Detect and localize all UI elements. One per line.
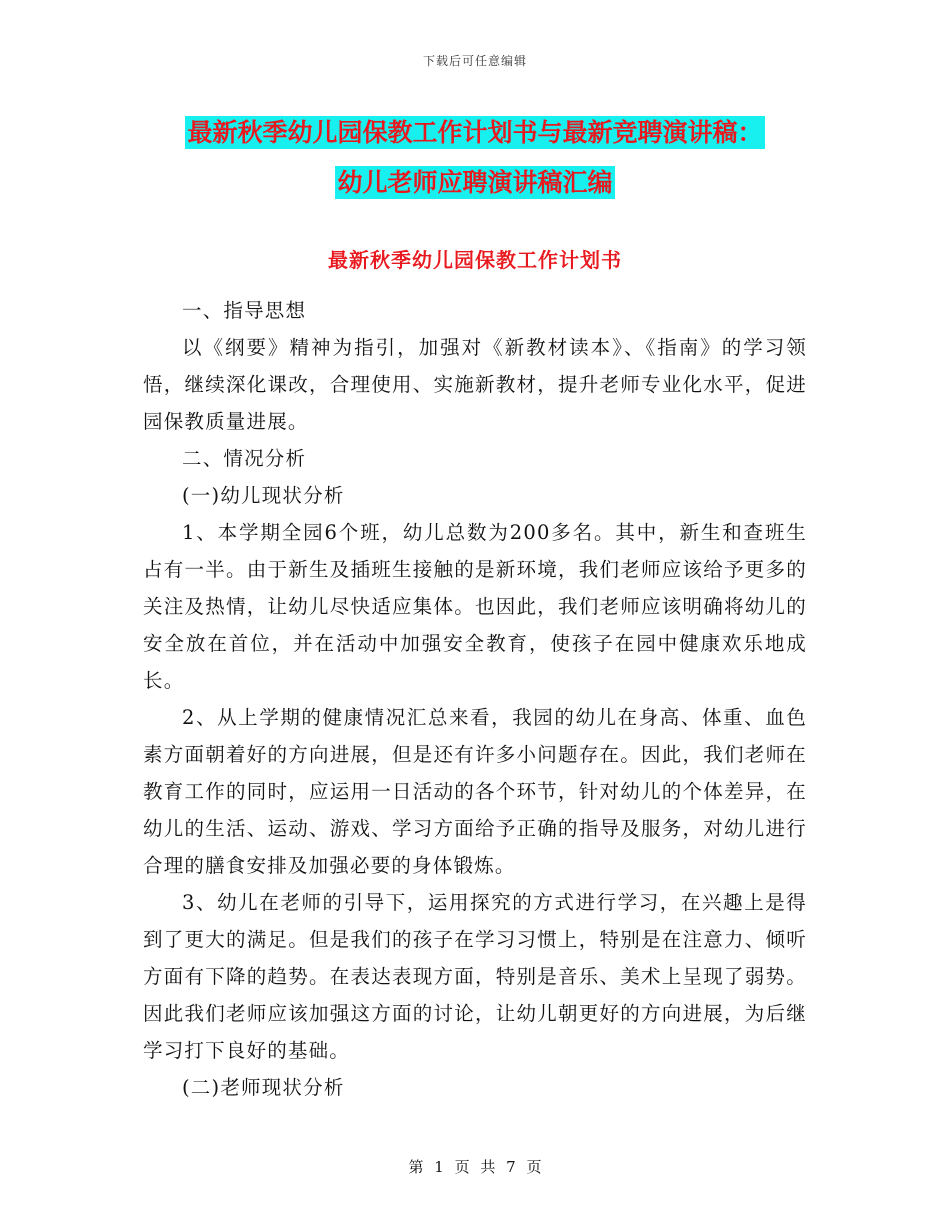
subheading-teacher-status: (二)老师现状分析	[182, 1076, 345, 1099]
paragraph: 1、本学期全园6个班，幼儿总数为200多名。其中，新生和查班生占有一半。由于新生及插班生接触的是新环境，我们老师应该给予更多的关注及热情，让幼儿尽快适应集体。也因此，我们老师应该明确将幼儿的安全放在首位，并在活动中加强安全教育，使孩子在园中健康欢乐地成长。	[143, 521, 807, 692]
document-title-line-1: 最新秋季幼儿园保教工作计划书与最新竞聘演讲稿：	[187, 118, 763, 147]
heading-guiding-ideology: 一、指导思想	[182, 299, 307, 322]
header-note: 下载后可任意编辑	[422, 54, 527, 68]
document-title	[0, 108, 950, 208]
document-title-line-2: 幼儿老师应聘演讲稿汇编	[337, 168, 613, 197]
heading-situation-analysis: 二、情况分析	[182, 447, 307, 470]
paragraph: 以《纲要》精神为指引，加强对《新教材读本》、《指南》的学习领悟，继续深化课改，合理使用、实施新教材，提升老师专业化水平，促进园保教质量进展。	[143, 336, 807, 433]
paragraph: 2、从上学期的健康情况汇总来看，我园的幼儿在身高、体重、血色素方面朝着好的方向进展，但是还有许多小问题存在。因此，我们老师在教育工作的同时，应运用一日活动的各个环节，针对幼儿的个体差异，在幼儿的生活、运动、游戏、学习方面给予正确的指导及服务，对幼儿进行合理的膳食安排及加强必要的身体锻炼。	[143, 706, 807, 877]
document-body	[143, 292, 807, 1106]
page-number: 第 1 页 共 7 页	[408, 1158, 542, 1176]
subheading-children-status: (一)幼儿现状分析	[182, 484, 345, 507]
section-title: 最新秋季幼儿园保教工作计划书	[328, 248, 622, 272]
paragraph: 3、幼儿在老师的引导下，运用探究的方式进行学习，在兴趣上是得到了更大的满足。但是我们的孩子在学习习惯上，特别是在注意力、倾听方面有下降的趋势。在表达表现方面，特别是音乐、美术上呈现了弱势。因此我们老师应该加强这方面的讨论，让幼儿朝更好的方向进展，为后继学习打下良好的基础。	[143, 891, 807, 1062]
